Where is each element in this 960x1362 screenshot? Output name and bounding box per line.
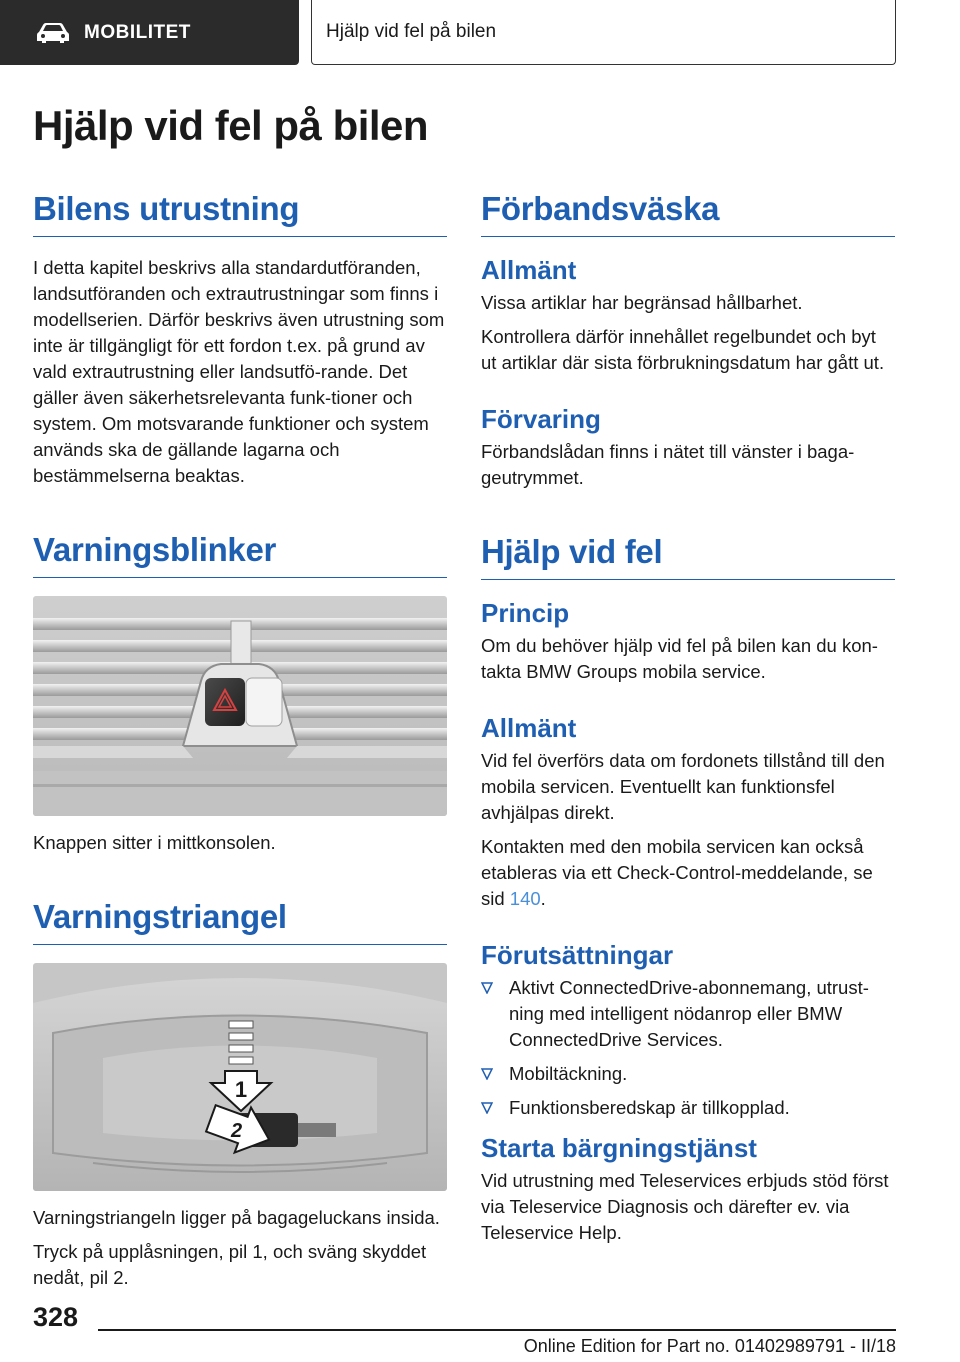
princip-text: Om du behöver hjälp vid fel på bilen kan du kon-takta BMW Groups mobila service. [481, 635, 878, 682]
heading-forvaring: Förvaring [481, 404, 601, 434]
page-title: Hjälp vid fel på bilen [33, 102, 429, 149]
allmant-2-text-2 [481, 834, 895, 912]
heading-varningsblinker: Varningsblinker [33, 531, 447, 578]
edition-info: Online Edition for Part no. 01402989791 - II/18 [523, 1336, 896, 1356]
hazard-button-image [33, 596, 447, 816]
heading-princip: Princip [481, 598, 570, 628]
allmant-1-text-2: Kontrollera därför innehållet regelbundet och byt ut artiklar där sista förbrukningsdatum har gått ut. [481, 326, 885, 373]
left-column [33, 190, 447, 1299]
heading-hjalp-vid-fel: Hjälp vid fel [481, 533, 895, 580]
page-footer [0, 1290, 960, 1362]
page-reference-link[interactable]: 140 [509, 888, 541, 909]
page-number: 328 [33, 1302, 79, 1332]
list-item [481, 1095, 895, 1121]
section-tab[interactable] [0, 0, 299, 65]
heading-bilens-utrustning: Bilens utrustning [33, 190, 447, 237]
varningstriangel-caption-1: Varningstriangeln ligger på bagageluckans insida. [33, 1207, 440, 1228]
forutsattningar-list [481, 975, 895, 1121]
heading-forbandsvaska: Förbandsväska [481, 190, 895, 237]
allmant-2-text-2-pre: Kontakten med den mobila servicen kan också etableras via ett Check-Control-meddelande, se sid [481, 836, 873, 909]
allmant-2-text-1: Vid fel överförs data om fordonets tillstånd till den mobila servicen. Eventuellt kan funktionsfel avhjälpas direkt. [481, 750, 885, 823]
list-item-text: Aktivt ConnectedDrive-abonnemang, utrust-ning med intelligent nödanrop eller BMW ConnectedDrive Services. [509, 977, 869, 1050]
warning-triangle-image [33, 963, 447, 1191]
list-item-text: Mobiltäckning. [509, 1063, 628, 1084]
arrow-1-label: 1 [234, 1077, 248, 1102]
arrow-2-label: 2 [231, 1120, 243, 1142]
page-header [0, 0, 960, 66]
varningsblinker-caption: Knappen sitter i mittkonsolen. [33, 832, 276, 853]
right-column [481, 190, 895, 1254]
car-icon [36, 22, 70, 44]
starta-text: Vid utrustning med Teleservices erbjuds stöd först via Teleservice Diagnosis och därefter ev. via Teleservice Help. [481, 1170, 889, 1243]
heading-forutsattningar: Förutsättningar [481, 940, 674, 970]
varningstriangel-caption-2: Tryck på upplåsningen, pil 1, och sväng skyddet nedåt, pil 2. [33, 1241, 427, 1288]
allmant-1-text-1: Vissa artiklar har begränsad hållbarhet. [481, 292, 803, 313]
heading-allmant-2: Allmänt [481, 713, 577, 743]
list-item-text: Funktionsberedskap är tillkopplad. [509, 1097, 790, 1118]
list-item [481, 975, 895, 1053]
bilens-utrustning-text: I detta kapitel beskrivs alla standardutföranden, landsutföranden och extrautrustningar som finns i modellserien. Därför beskrivs även utrustning som inte är tillgängligt för ett fordon t.ex. på grund av vald extrautrustning eller landsutfö-rande. Det gäller även säkerhetsrelevanta funk-tioner och system. Om motsvarande funktioner och system används ska de gällande lagarna och bestämmelserna beaktas. [33, 257, 445, 486]
list-item [481, 1061, 895, 1087]
heading-varningstriangel: Varningstriangel [33, 898, 447, 945]
forvaring-text: Förbandslådan finns i nätet till vänster i baga-geutrymmet. [481, 441, 855, 488]
triangle-bullet-icon [481, 982, 493, 994]
heading-starta-bargningstjanst: Starta bärgningstjänst [481, 1133, 757, 1163]
triangle-bullet-icon [481, 1102, 493, 1114]
triangle-bullet-icon [481, 1068, 493, 1080]
heading-allmant-1: Allmänt [481, 255, 577, 285]
allmant-2-text-2-post: . [540, 888, 546, 909]
breadcrumb: Hjälp vid fel på bilen [326, 21, 497, 42]
breadcrumb-tab[interactable] [311, 0, 896, 65]
section-label: MOBILITET [84, 21, 191, 43]
footer-divider [98, 1329, 896, 1331]
